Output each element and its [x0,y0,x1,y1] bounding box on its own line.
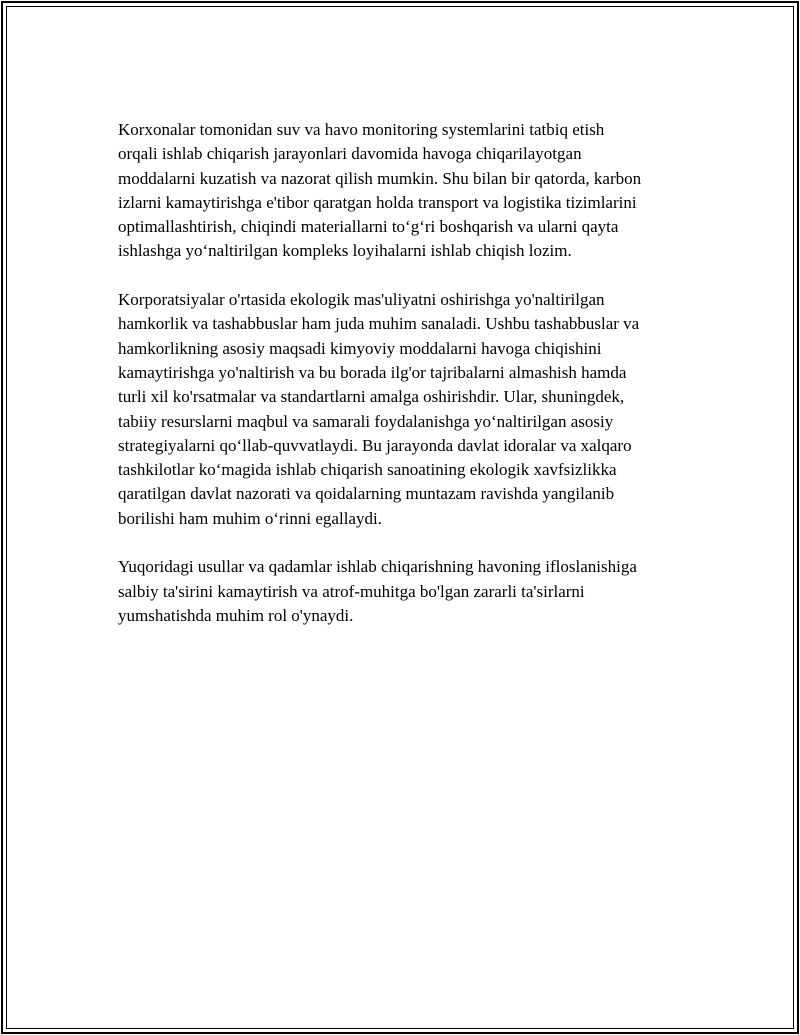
text-line: Korporatsiyalar o'rtasida ekologik mas'uliyatni oshirishga yo'naltirilgan [118,290,605,310]
text-line: salbiy ta'sirini kamaytirish va atrof-muhitga bo'lgan zararli ta'sirlarni [118,581,585,601]
text-line: izlarni kamaytirishga e'tibor qaratgan holda transport va logistika tizimlarini [118,192,637,212]
text-line: hamkorlik va tashabbuslar ham juda muhim sanaladi. Ushbu tashabbuslar va [118,314,640,334]
text-line: turli xil ko'rsatmalar va standartlarni amalga oshirishdir. Ular, shuningdek, [118,387,625,407]
text-line: strategiyalarni qo‘llab-quvvatlaydi. Bu jarayonda davlat idoralar va xalqaro [118,435,632,455]
document-body [118,118,718,653]
text-line: tashkilotlar ko‘magida ishlab chiqarish sanoatining ekologik xavfsizlikka [118,460,617,480]
text-line: orqali ishlab chiqarish jarayonlari davomida havoga chiqarilayotgan [118,144,582,164]
text-line: kamaytirishga yo'naltirish va bu borada ilg'or tajribalarni almashish hamda [118,362,627,382]
text-line: moddalarni kuzatish va nazorat qilish mumkin. Shu bilan bir qatorda, karbon [118,168,642,188]
text-line: hamkorlikning asosiy maqsadi kimyoviy moddalarni havoga chiqishini [118,338,602,358]
paragraph-3 [118,555,718,628]
text-line: Yuqoridagi usullar va qadamlar ishlab chiqarishning havoning ifloslanishiga [118,557,637,577]
text-line: qaratilgan davlat nazorati va qoidalarning muntazam ravishda yangilanib [118,484,615,504]
text-line: ishlashga yo‘naltirilgan kompleks loyihalarni ishlab chiqish lozim. [118,241,572,261]
text-line: yumshatishda muhim rol o'ynaydi. [118,605,354,625]
paragraph-1 [118,118,718,264]
text-line: tabiiy resurslarni maqbul va samarali foydalanishga yo‘naltirilgan asosiy [118,411,614,431]
text-line: Korxonalar tomonidan suv va havo monitoring systemlarini tatbiq etish [118,120,605,139]
paragraph-2 [118,288,718,531]
text-line: borilishi ham muhim o‘rinni egallaydi. [118,508,382,528]
text-line: optimallashtirish, chiqindi materiallarni to‘g‘ri boshqarish va ularni qayta [118,217,619,237]
